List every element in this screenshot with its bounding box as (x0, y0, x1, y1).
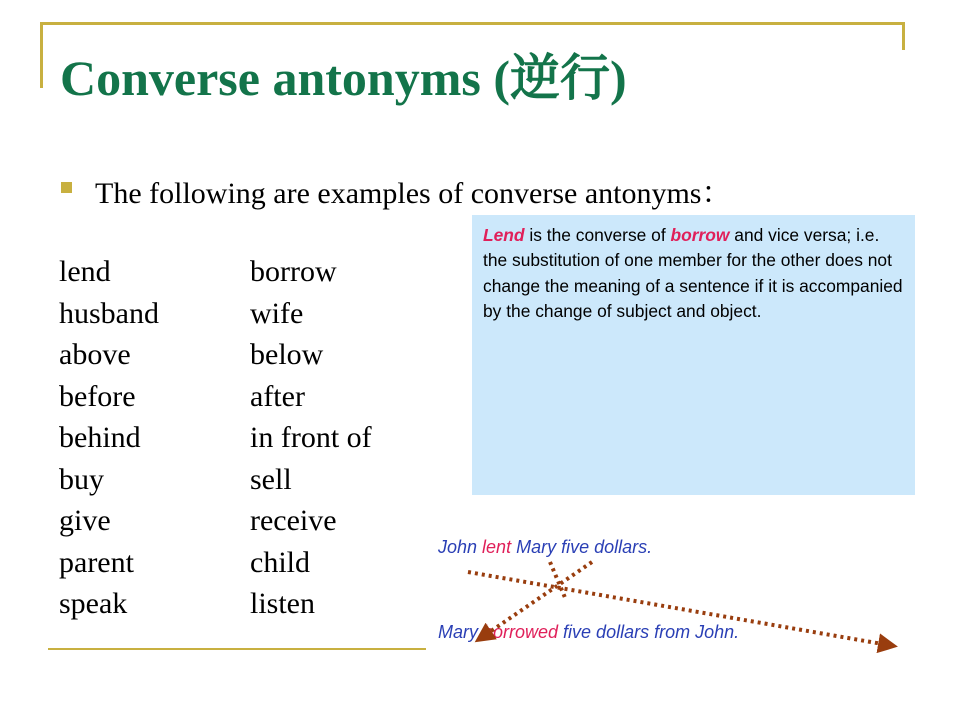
pair-word-b: receive (250, 504, 337, 537)
pair-word-b: in front of (250, 421, 372, 454)
pair-word-b: after (250, 379, 305, 413)
pair-word-a: behind (59, 421, 141, 454)
example1-part-a: John (438, 537, 483, 557)
pair-word-a: buy (59, 462, 104, 496)
note-text-1: is the converse of (524, 225, 671, 245)
arrow-john-to-object (468, 572, 894, 646)
slide-title: Converse antonyms (逆行) (60, 50, 627, 106)
pair-word-b: listen (250, 587, 315, 620)
pair-word-a: give (59, 504, 111, 537)
pair-word-a: lend (59, 255, 111, 288)
pair-word-a: above (59, 338, 131, 371)
example1-part-b: Mary five dollars. (511, 537, 653, 557)
pair-word-a: parent (59, 545, 134, 579)
pair-word-a: before (59, 379, 136, 413)
example2-part-b: five dollars from John. (558, 622, 740, 642)
pair-word-a: husband (59, 296, 159, 330)
arrow-cross-link (550, 562, 566, 600)
note-text-2: and vice versa; i.e. the substitution of one member for the other does not change the meaning of a sentence if it is accompanied by the change of subject and object. (483, 225, 903, 321)
pair-word-b: below (250, 338, 324, 371)
pair-word-b: sell (250, 462, 292, 496)
pair-word-b: wife (250, 296, 304, 330)
pair-word-b: borrow (250, 255, 337, 288)
pair-word-b: child (250, 545, 310, 579)
note-term-lend: Lend (483, 225, 525, 245)
note-term-borrow: borrow (670, 225, 730, 245)
example2-part-a: Mary (438, 622, 483, 642)
pair-word-a: speak (59, 587, 128, 620)
example2-verb: borrowed (483, 622, 559, 642)
bullet-text: The following are examples of converse antonyms： (95, 177, 732, 210)
arrow-mary-to-subject (478, 562, 592, 640)
example1-verb: lent (482, 537, 512, 557)
